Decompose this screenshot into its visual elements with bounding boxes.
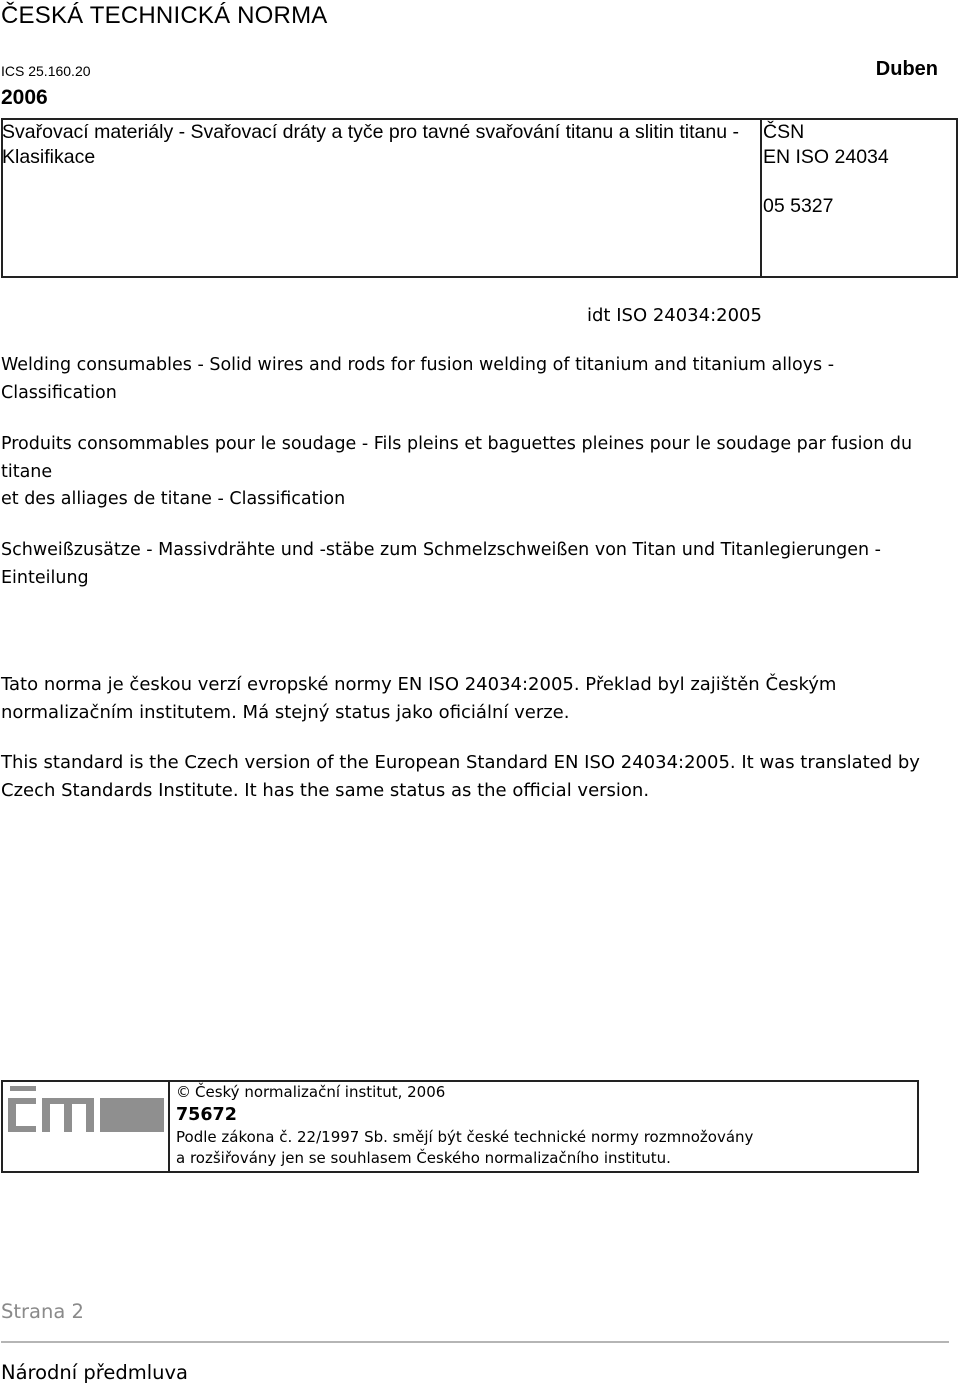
- page-label: Strana 2: [1, 1300, 84, 1323]
- issue-year: 2006: [1, 86, 48, 109]
- legal-notice-line-2: a rozšiřovány jen se souhlasem Českého normalizačního institutu.: [176, 1149, 671, 1167]
- czech-version-note: Tato norma je českou verzí evropské normy EN ISO 24034:2005. Překlad byl zajištěn Českým normalizačním institutem. Má stejný status jako oficiální verze.: [1, 674, 837, 723]
- price-code: 75672: [176, 1105, 237, 1125]
- french-title-line-1: Produits consommables pour le soudage - Fils pleins et baguettes pleines pour le soudage par fusion du titane: [1, 434, 913, 482]
- german-title: Schweißzusätze - Massivdrähte und -stäbe zum Schmelzschweißen von Titan und Titanlegierungen - Einteilung: [1, 540, 881, 588]
- csn-label: ČSN: [763, 121, 805, 143]
- cni-logo: [6, 1086, 166, 1134]
- copyright-line: [176, 1082, 445, 1103]
- identity-statement: idt ISO 24034:2005: [587, 305, 762, 326]
- czech-title: Svařovací materiály - Svařovací dráty a tyče pro tavné svařování titanu a slitin titanu - Klasifikace: [2, 121, 739, 168]
- legal-notice-line-1: Podle zákona č. 22/1997 Sb. smějí být české technické normy rozmnožovány: [176, 1128, 754, 1146]
- french-title-line-2: et des alliages de titane - Classification: [1, 489, 346, 509]
- issue-month: Duben: [875, 58, 938, 80]
- ics-code: ICS 25.160.20: [1, 63, 91, 79]
- copyright-box-divider: [168, 1080, 170, 1173]
- csn-number: EN ISO 24034: [763, 146, 889, 168]
- section-title: Národní předmluva: [1, 1361, 189, 1384]
- title-box-divider: [760, 118, 762, 278]
- english-title: Welding consumables - Solid wires and rods for fusion welding of titanium and titanium alloys - Classification: [1, 355, 835, 403]
- norm-type-heading: ČESKÁ TECHNICKÁ NORMA: [1, 2, 328, 29]
- french-title: [1, 431, 951, 514]
- english-version-note: This standard is the Czech version of the European Standard EN ISO 24034:2005. It was translated by Czech Standards Institute. It has the same status as the official version.: [1, 752, 920, 801]
- copyright-symbol: ©: [176, 1083, 191, 1101]
- page-divider: [1, 1341, 949, 1343]
- copyright-holder: Český normalizační institut, 2006: [195, 1083, 446, 1101]
- classification-code: 05 5327: [763, 195, 834, 217]
